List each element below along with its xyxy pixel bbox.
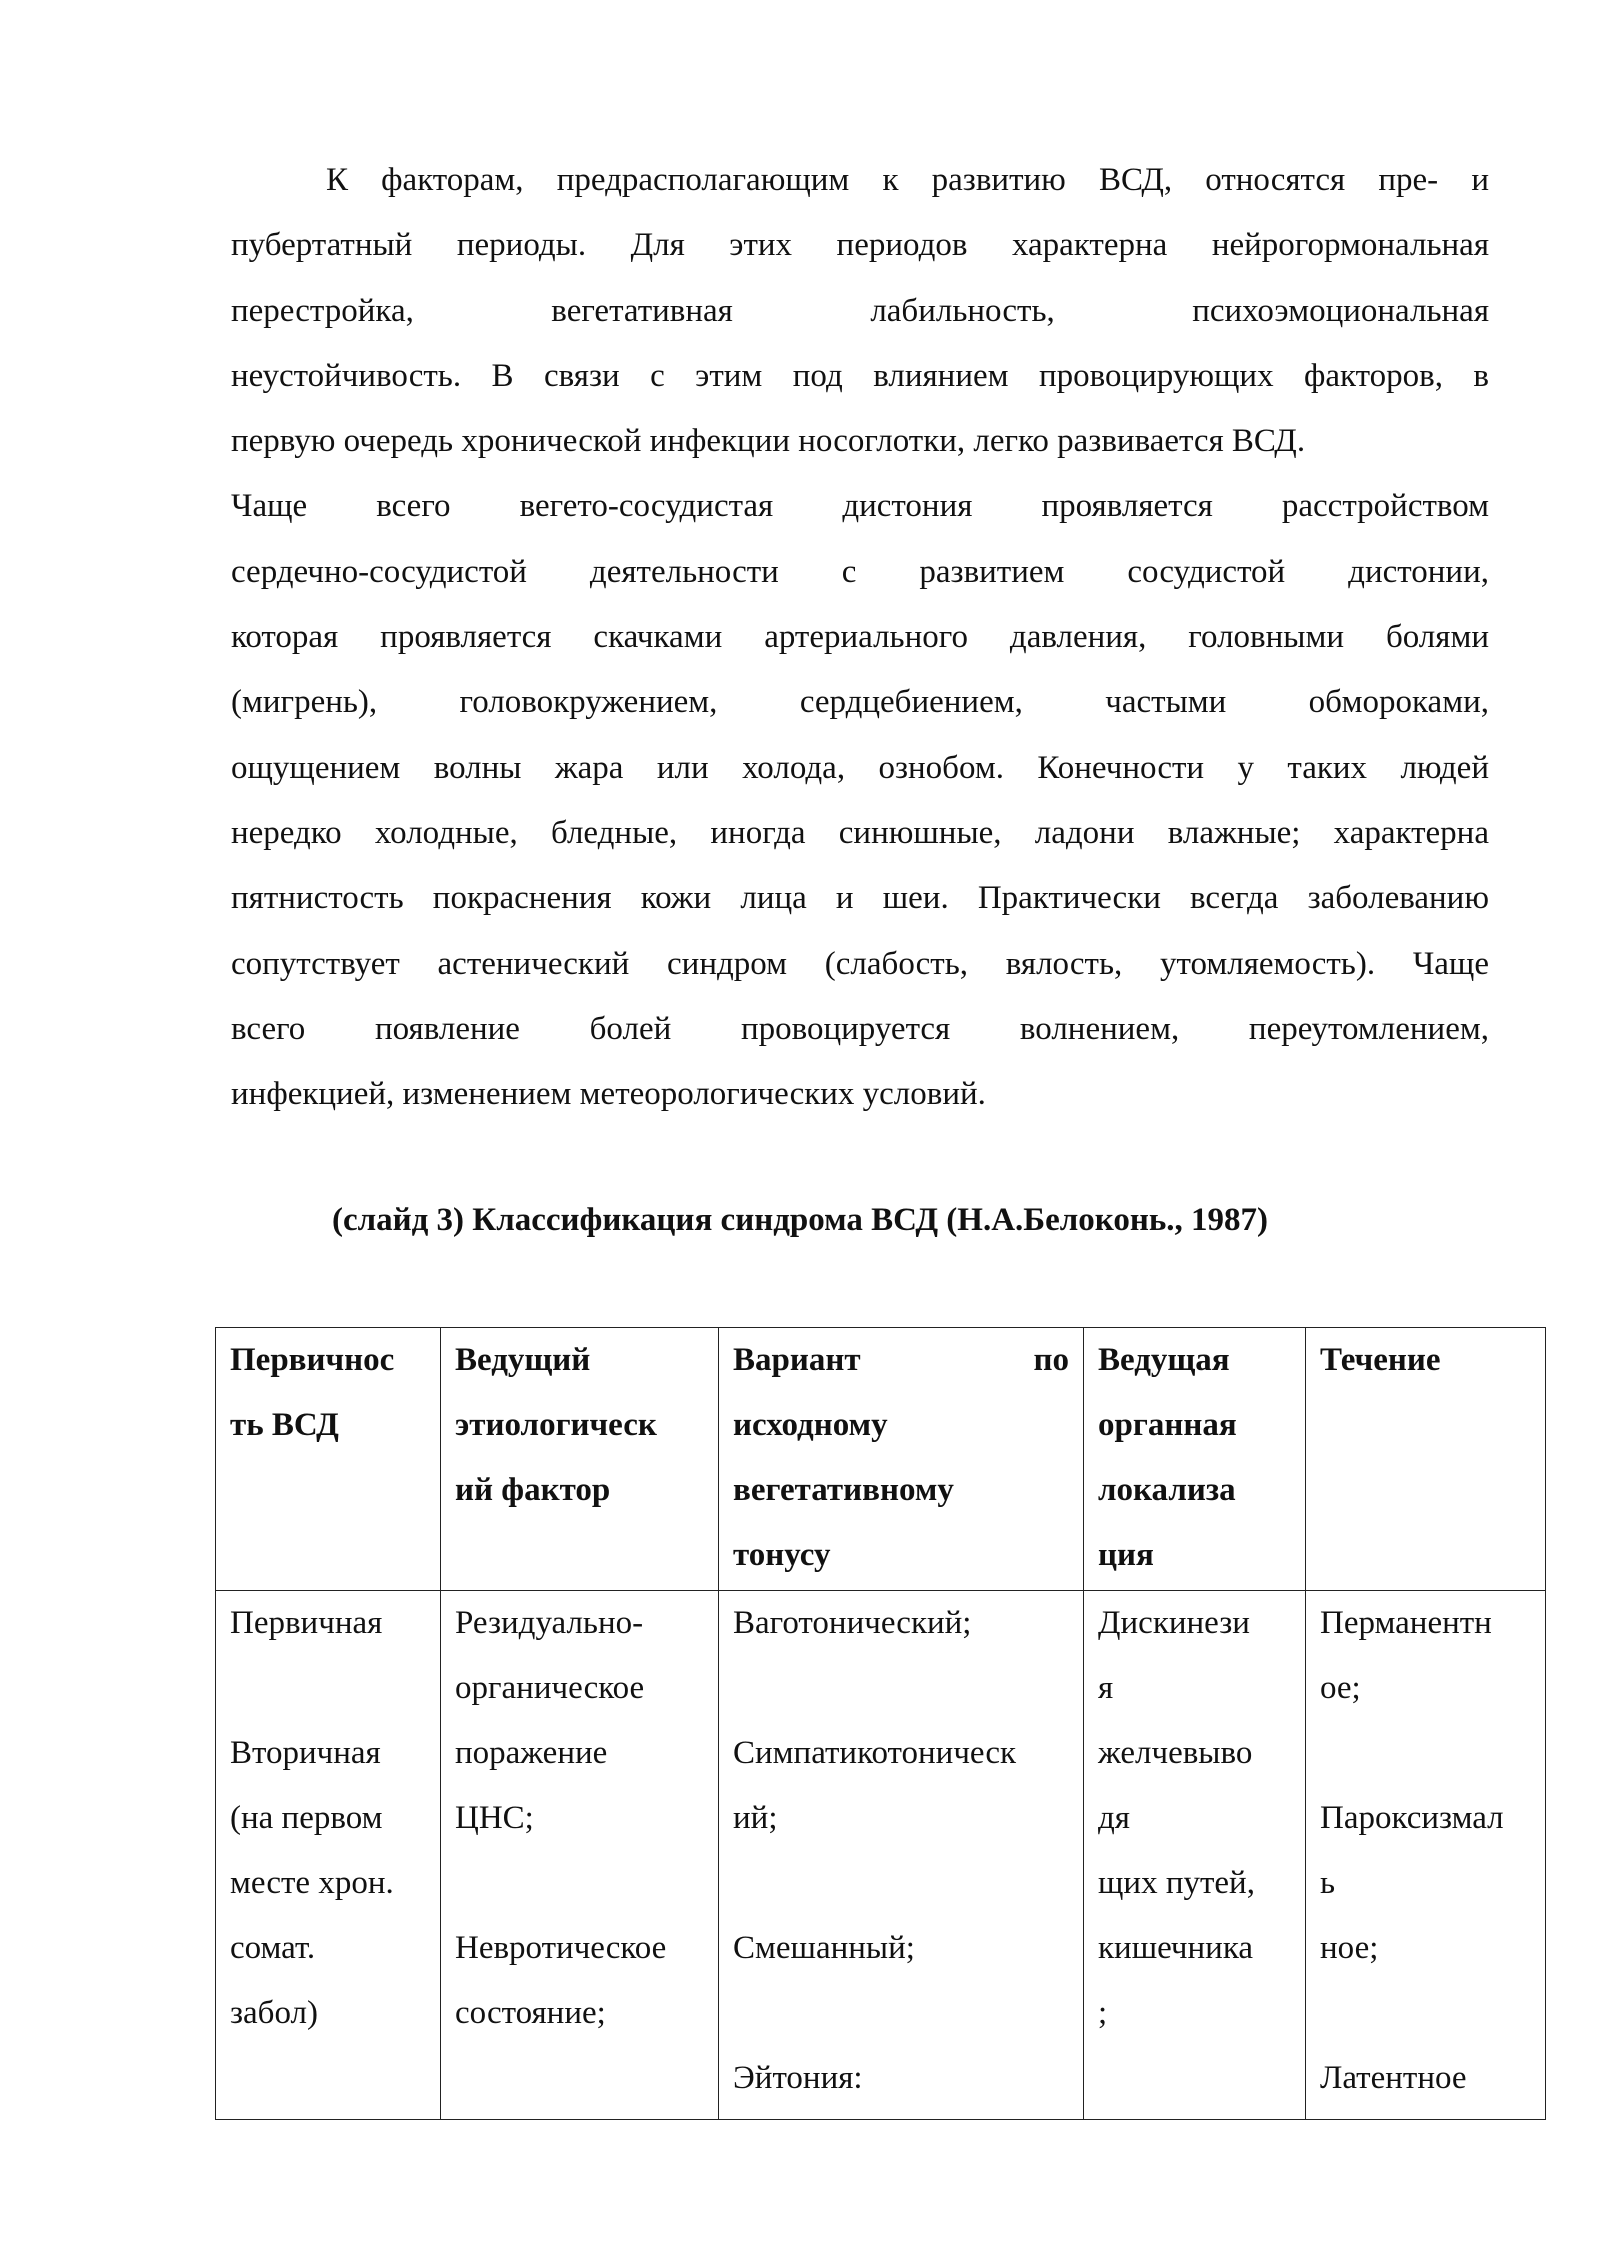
cell-line: Ведущий [455,1342,591,1378]
cell-line: дя [1098,1800,1130,1836]
paragraph-line: нередко холодные, бледные, иногда синюшные, ладони влажные; характерна [231,814,1489,851]
paragraph-line: которая проявляется скачками артериального давления, головными болями [231,619,1489,656]
cell-line: Ведущая [1098,1342,1230,1378]
cell-line: Симпатикотоническ [733,1735,1017,1771]
cell-line: месте хрон. [230,1865,394,1901]
header-cell-course [1306,1328,1546,1591]
cell-line: я [1098,1670,1114,1706]
header-cell-primacy [216,1328,441,1591]
cell-line: Пароксизмал [1320,1800,1504,1836]
paragraph-line: всего появление болей провоцируется волнением, переутомлением, [231,1010,1489,1047]
cell-line: сомат. [230,1930,316,1966]
cell-line: Невротическое [455,1930,667,1966]
cell-line [733,1851,1069,1916]
cell-line [733,1981,1069,2046]
cell-line: щих путей, [1098,1865,1255,1901]
body-cell-etiology [441,1591,719,2120]
cell-line: органная [1098,1407,1237,1443]
header-cell-localization [1084,1328,1306,1591]
paragraph-line: инфекцией, изменением метеорологических условий. [231,1076,986,1113]
cell-line: исходному [733,1407,888,1443]
cell-line: Эйтония: [733,2060,863,2096]
body-cell-variant [719,1591,1084,2120]
body-cell-localization [1084,1591,1306,2120]
paragraph-line: первую очередь хронической инфекции носоглотки, легко развивается ВСД. [231,423,1306,460]
body-cell-primacy [216,1591,441,2120]
cell-line: вегетативному [733,1472,954,1508]
cell-line [733,1328,1069,1393]
cell-line: Перманентн [1320,1605,1492,1641]
cell-line: этиологическ [455,1407,657,1443]
cell-line: ь [1320,1865,1336,1901]
cell-line: Вторичная [230,1735,381,1771]
cell-line: кишечника [1098,1930,1254,1966]
cell-line [230,1656,426,1721]
cell-line: Течение [1320,1342,1441,1378]
paragraph-line: Чаще всего вегето-сосудистая дистония проявляется расстройством [231,488,1489,525]
cell-line: Резидуально- [455,1605,644,1641]
cell-line: органическое [455,1670,645,1706]
table-row [216,1591,1546,2120]
header-cell-variant [719,1328,1084,1591]
cell-word: Вариант [733,1342,861,1378]
cell-line: Первичная [230,1605,383,1641]
paragraph-line: ощущением волны жара или холода, ознобом. Конечности у таких людей [231,749,1489,786]
cell-text: (на первом [230,1800,383,1836]
cell-line: тонусу [733,1537,831,1573]
paragraph-line: сердечно-сосудистой деятельности с развитием сосудистой дистонии, [231,553,1489,590]
body-paragraph [231,148,1489,1127]
cell-line: Смешанный; [733,1930,915,1966]
cell-line: Латентное [1320,2060,1467,2096]
cell-line: локализа [1098,1472,1236,1508]
cell-line: Ваготонический; [733,1605,972,1641]
cell-line: ий; [733,1800,778,1836]
cell-line [455,1851,704,1916]
paragraph-line: неустойчивость. В связи с этим под влиянием провоцирующих факторов, в [231,357,1489,394]
cell-line: ЦНС; [455,1800,534,1836]
cell-line: ий фактор [455,1472,611,1508]
cell-line [733,1656,1069,1721]
classification-table [215,1327,1546,2120]
paragraph-line: перестройка, вегетативная лабильность, психоэмоциональная [231,292,1489,329]
cell-line [230,1786,426,1851]
paragraph-line: сопутствует астенический синдром (слабость, вялость, утомляемость). Чаще [231,945,1489,982]
cell-line: ое; [1320,1670,1361,1706]
cell-line: Первичнос [230,1342,395,1378]
cell-line: состояние; [455,1995,606,2031]
cell-line: ное; [1320,1930,1379,1966]
body-cell-course [1306,1591,1546,2120]
paragraph-line: К факторам, предрасполагающим к развитию ВСД, относятся пре- и [326,162,1489,198]
cell-line: Дискинези [1098,1605,1250,1641]
cell-line: забол) [230,1995,318,2031]
paragraph-line: пубертатный периоды. Для этих периодов характерна нейрогормональная [231,227,1489,264]
cell-word: по [1033,1342,1069,1378]
cell-line [1320,1981,1531,2046]
slide-title: (слайд 3) Классификация синдрома ВСД (Н.А.Белоконь., 1987) [331,1202,1269,1238]
paragraph-line: пятнистость покраснения кожи лица и шеи. Практически всегда заболеванию [231,880,1489,917]
header-cell-etiology [441,1328,719,1591]
cell-line: ; [1098,1995,1108,2031]
table-header-row [216,1328,1546,1591]
paragraph-line: (мигрень), головокружением, сердцебиением, частыми обмороками, [231,684,1489,721]
cell-line [1320,1721,1531,1786]
cell-line: ция [1098,1537,1154,1573]
cell-line: желчевыво [1098,1735,1253,1771]
cell-line: ть ВСД [230,1407,339,1443]
cell-line: поражение [455,1735,608,1771]
